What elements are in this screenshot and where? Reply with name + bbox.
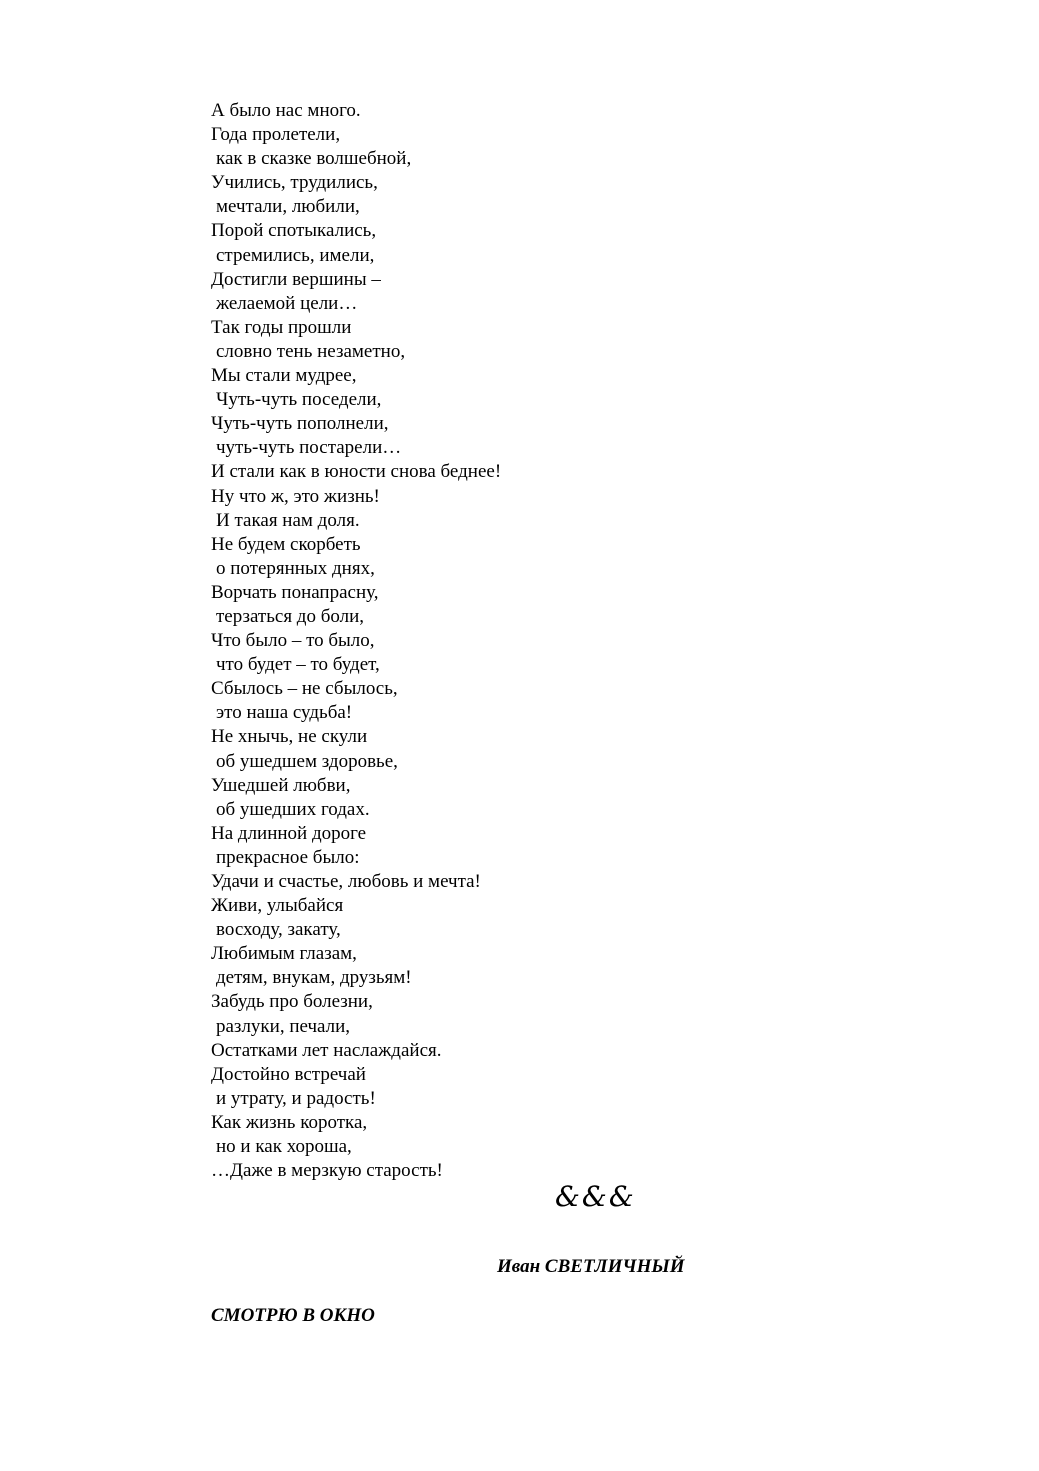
poem-line: На длинной дороге xyxy=(211,822,367,844)
poem-line: об ушедшем здоровье, xyxy=(216,750,398,772)
poem-title: СМОТРЮ В ОКНО xyxy=(211,1305,375,1326)
poem-line: мечтали, любили, xyxy=(216,196,360,218)
poem-line: Как жизнь коротка, xyxy=(211,1111,368,1133)
poem-line: терзаться до боли, xyxy=(216,605,365,627)
poem-line: Не будем скорбеть xyxy=(211,533,361,555)
poem-line: Достигли вершины – xyxy=(211,268,381,290)
poem-line: как в сказке волшебной, xyxy=(216,148,412,170)
poem-line: детям, внукам, друзьям! xyxy=(216,967,412,989)
poem-line: стремились, имели, xyxy=(216,244,375,266)
poem-line: Живи, улыбайся xyxy=(211,895,344,917)
poem-line: Любимым глазам, xyxy=(211,943,357,965)
poem-body xyxy=(211,99,771,1183)
poem-line: Порой спотыкались, xyxy=(211,220,377,242)
poem-line: Мы стали мудрее, xyxy=(211,365,357,387)
poem-line: и утрату, и радость! xyxy=(216,1087,376,1109)
poem-line: но и как хороша, xyxy=(216,1136,352,1158)
poem-line: Удачи и счастье, любовь и мечта! xyxy=(211,871,481,892)
poem-line: Забудь про болезни, xyxy=(211,991,373,1013)
poem-line: желаемой цели… xyxy=(216,292,358,314)
poem-line: Сбылось – не сбылось, xyxy=(211,678,398,700)
poem-line: И стали как в юности снова беднее! xyxy=(211,461,502,483)
poem-line: …Даже в мерзкую старость! xyxy=(211,1160,443,1182)
section-separator: &&& xyxy=(555,1180,636,1213)
poem-line: Ворчать понапрасну, xyxy=(211,581,379,603)
poem-line: А было нас много. xyxy=(211,100,361,121)
poem-line: Ушедшей любви, xyxy=(211,774,351,796)
poem-line: Чуть-чуть пополнели, xyxy=(211,413,389,435)
poem-line: восходу, закату, xyxy=(216,919,341,941)
poem-line: Года пролетели, xyxy=(211,124,341,146)
poem-line: разлуки, печали, xyxy=(216,1015,351,1037)
poem-line: чуть-чуть постарели… xyxy=(216,437,402,459)
poem-line: Ну что ж, это жизнь! xyxy=(211,485,380,507)
poem-line: Остатками лет наслаждайся. xyxy=(211,1039,442,1061)
poem-line: Чуть-чуть поседели, xyxy=(216,389,382,411)
poem-line: Учились, трудились, xyxy=(211,172,378,194)
poem-line: это наша судьба! xyxy=(216,702,353,724)
poem-line: что будет – то будет, xyxy=(216,654,380,676)
poem-line: Не хнычь, не скули xyxy=(211,726,368,748)
poem-line: словно тень незаметно, xyxy=(216,340,406,362)
poem-line: И такая нам доля. xyxy=(216,509,360,531)
poem-line: о потерянных днях, xyxy=(216,557,375,579)
poem-line: Так годы прошли xyxy=(211,316,352,338)
poem-line: Что было – то было, xyxy=(211,630,375,652)
poem-line: прекрасное было: xyxy=(216,846,360,868)
poem-line: об ушедших годах. xyxy=(216,798,370,820)
poem-line: Достойно встречай xyxy=(211,1063,366,1085)
author-name: Иван СВЕТЛИЧНЫЙ xyxy=(497,1256,685,1277)
